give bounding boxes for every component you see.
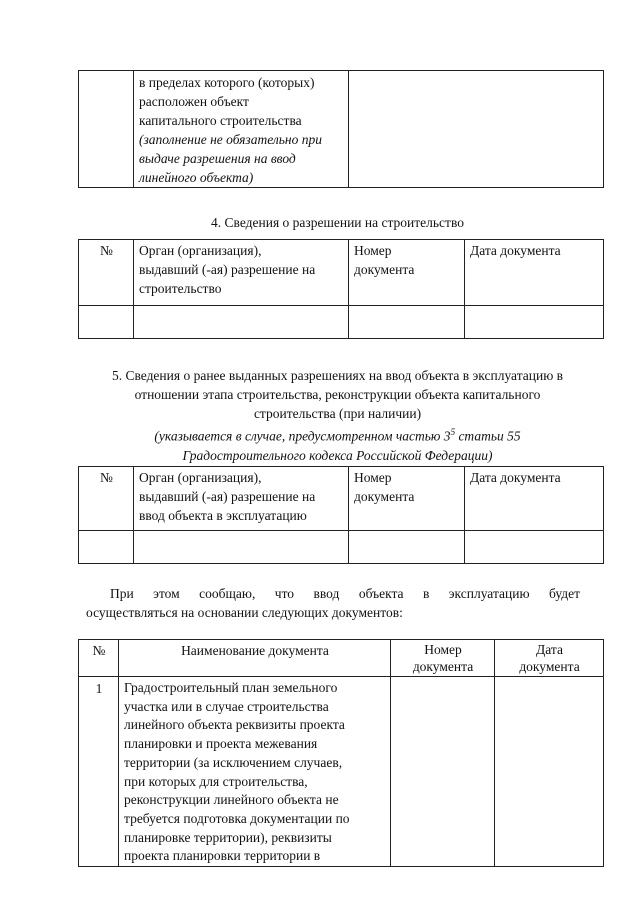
section5-note-line2: Градостроительного кодекса Российской Федерации) bbox=[182, 447, 493, 463]
section5-title-line: 5. Сведения о ранее выданных разрешениях на ввод объекта в эксплуатацию в bbox=[111, 368, 564, 383]
organ-header-line: Орган (организация), bbox=[139, 243, 262, 258]
doc-date-header-line: Дата bbox=[536, 642, 563, 657]
organ-header-line: выдавший (-ая) разрешение на bbox=[139, 262, 316, 277]
construction-permit-table bbox=[78, 239, 604, 339]
doc-number-header bbox=[391, 640, 495, 677]
location-line: капитального строительства bbox=[139, 113, 302, 128]
organ-header-line: ввод объекта в эксплуатацию bbox=[139, 508, 307, 523]
doc-name-cell bbox=[119, 677, 391, 867]
doc-name-line: реконструкции линейного объекта не bbox=[124, 792, 339, 808]
organ-cell[interactable] bbox=[134, 531, 349, 564]
documents-table bbox=[78, 639, 604, 867]
number-header-line: документа bbox=[354, 489, 415, 504]
documents-intro-line1: При этом сообщаю, что ввод объекта в эксплуатацию будет bbox=[110, 586, 580, 601]
previous-permits-table bbox=[78, 466, 604, 564]
organ-header-line: Орган (организация), bbox=[139, 470, 262, 485]
num-header: № bbox=[79, 640, 119, 677]
section4-title: 4. Сведения о разрешении на строительство bbox=[211, 215, 464, 230]
num-header: № bbox=[79, 467, 134, 531]
section5-title-line: строительства (при наличии) bbox=[253, 406, 422, 421]
date-cell[interactable] bbox=[465, 306, 604, 339]
number-cell[interactable] bbox=[349, 531, 465, 564]
doc-date-cell[interactable] bbox=[495, 677, 604, 867]
section5-title-line: отношении этапа строительства, реконструкции объекта капитального bbox=[134, 387, 541, 402]
doc-name-line: Градостроительный план земельного bbox=[124, 680, 338, 695]
date-cell[interactable] bbox=[465, 531, 604, 564]
doc-name-header: Наименование документа bbox=[119, 640, 391, 677]
documents-intro-line2: осуществляться на основании следующих документов: bbox=[86, 605, 403, 620]
doc-number-header-line: Номер bbox=[424, 642, 462, 657]
section5-note-sup: 5 bbox=[450, 427, 456, 437]
doc-name-line: линейного объекта реквизиты проекта bbox=[124, 717, 345, 733]
row-num: 1 bbox=[79, 677, 119, 867]
doc-date-header-line: документа bbox=[519, 659, 580, 674]
doc-name-line: территории (за исключением случаев, bbox=[124, 754, 343, 770]
num-cell[interactable] bbox=[79, 531, 134, 564]
number-header-line: документа bbox=[354, 262, 415, 277]
doc-name-line: планировке территории), реквизиты bbox=[124, 829, 332, 845]
empty-num-cell bbox=[79, 71, 134, 188]
organ-header bbox=[134, 240, 349, 306]
location-line: в пределах которого (которых) bbox=[139, 75, 315, 90]
location-note-line: линейного объекта) bbox=[139, 170, 254, 185]
location-note-line: выдаче разрешения на ввод bbox=[139, 151, 296, 166]
date-header: Дата документа bbox=[465, 467, 604, 531]
number-cell[interactable] bbox=[349, 306, 465, 339]
location-line: расположен объект bbox=[139, 94, 249, 109]
doc-name-line: участка или в случае строительства bbox=[124, 698, 329, 714]
section5-title bbox=[70, 366, 605, 465]
organ-header bbox=[134, 467, 349, 531]
organ-cell[interactable] bbox=[134, 306, 349, 339]
organ-header-line: строительство bbox=[139, 281, 222, 296]
num-header: № bbox=[79, 240, 134, 306]
organ-header-line: выдавший (-ая) разрешение на bbox=[139, 489, 316, 504]
doc-name-line: требуется подготовка документации по bbox=[124, 810, 350, 826]
doc-number-header-line: документа bbox=[412, 659, 474, 674]
location-label-cell bbox=[134, 71, 349, 188]
number-header-line: Номер bbox=[354, 243, 392, 258]
object-location-table bbox=[78, 70, 604, 188]
location-note-line: (заполнение не обязательно при bbox=[139, 132, 322, 147]
doc-name-line: проекта планировки территории в bbox=[124, 848, 321, 864]
number-header-line: Номер bbox=[354, 470, 392, 485]
location-value-cell[interactable] bbox=[349, 71, 604, 188]
number-header bbox=[349, 467, 465, 531]
number-header bbox=[349, 240, 465, 306]
doc-name-line: при которых для строительства, bbox=[124, 773, 308, 789]
date-header: Дата документа bbox=[465, 240, 604, 306]
section5-note-text: статьи 55 bbox=[455, 428, 521, 444]
num-cell[interactable] bbox=[79, 306, 134, 339]
doc-date-header bbox=[495, 640, 604, 677]
doc-number-cell[interactable] bbox=[391, 677, 495, 867]
doc-name-line: планировки и проекта межевания bbox=[124, 736, 318, 752]
section5-note-text: (указывается в случае, предусмотренном частью 3 bbox=[154, 428, 451, 444]
section5-note bbox=[70, 423, 605, 446]
